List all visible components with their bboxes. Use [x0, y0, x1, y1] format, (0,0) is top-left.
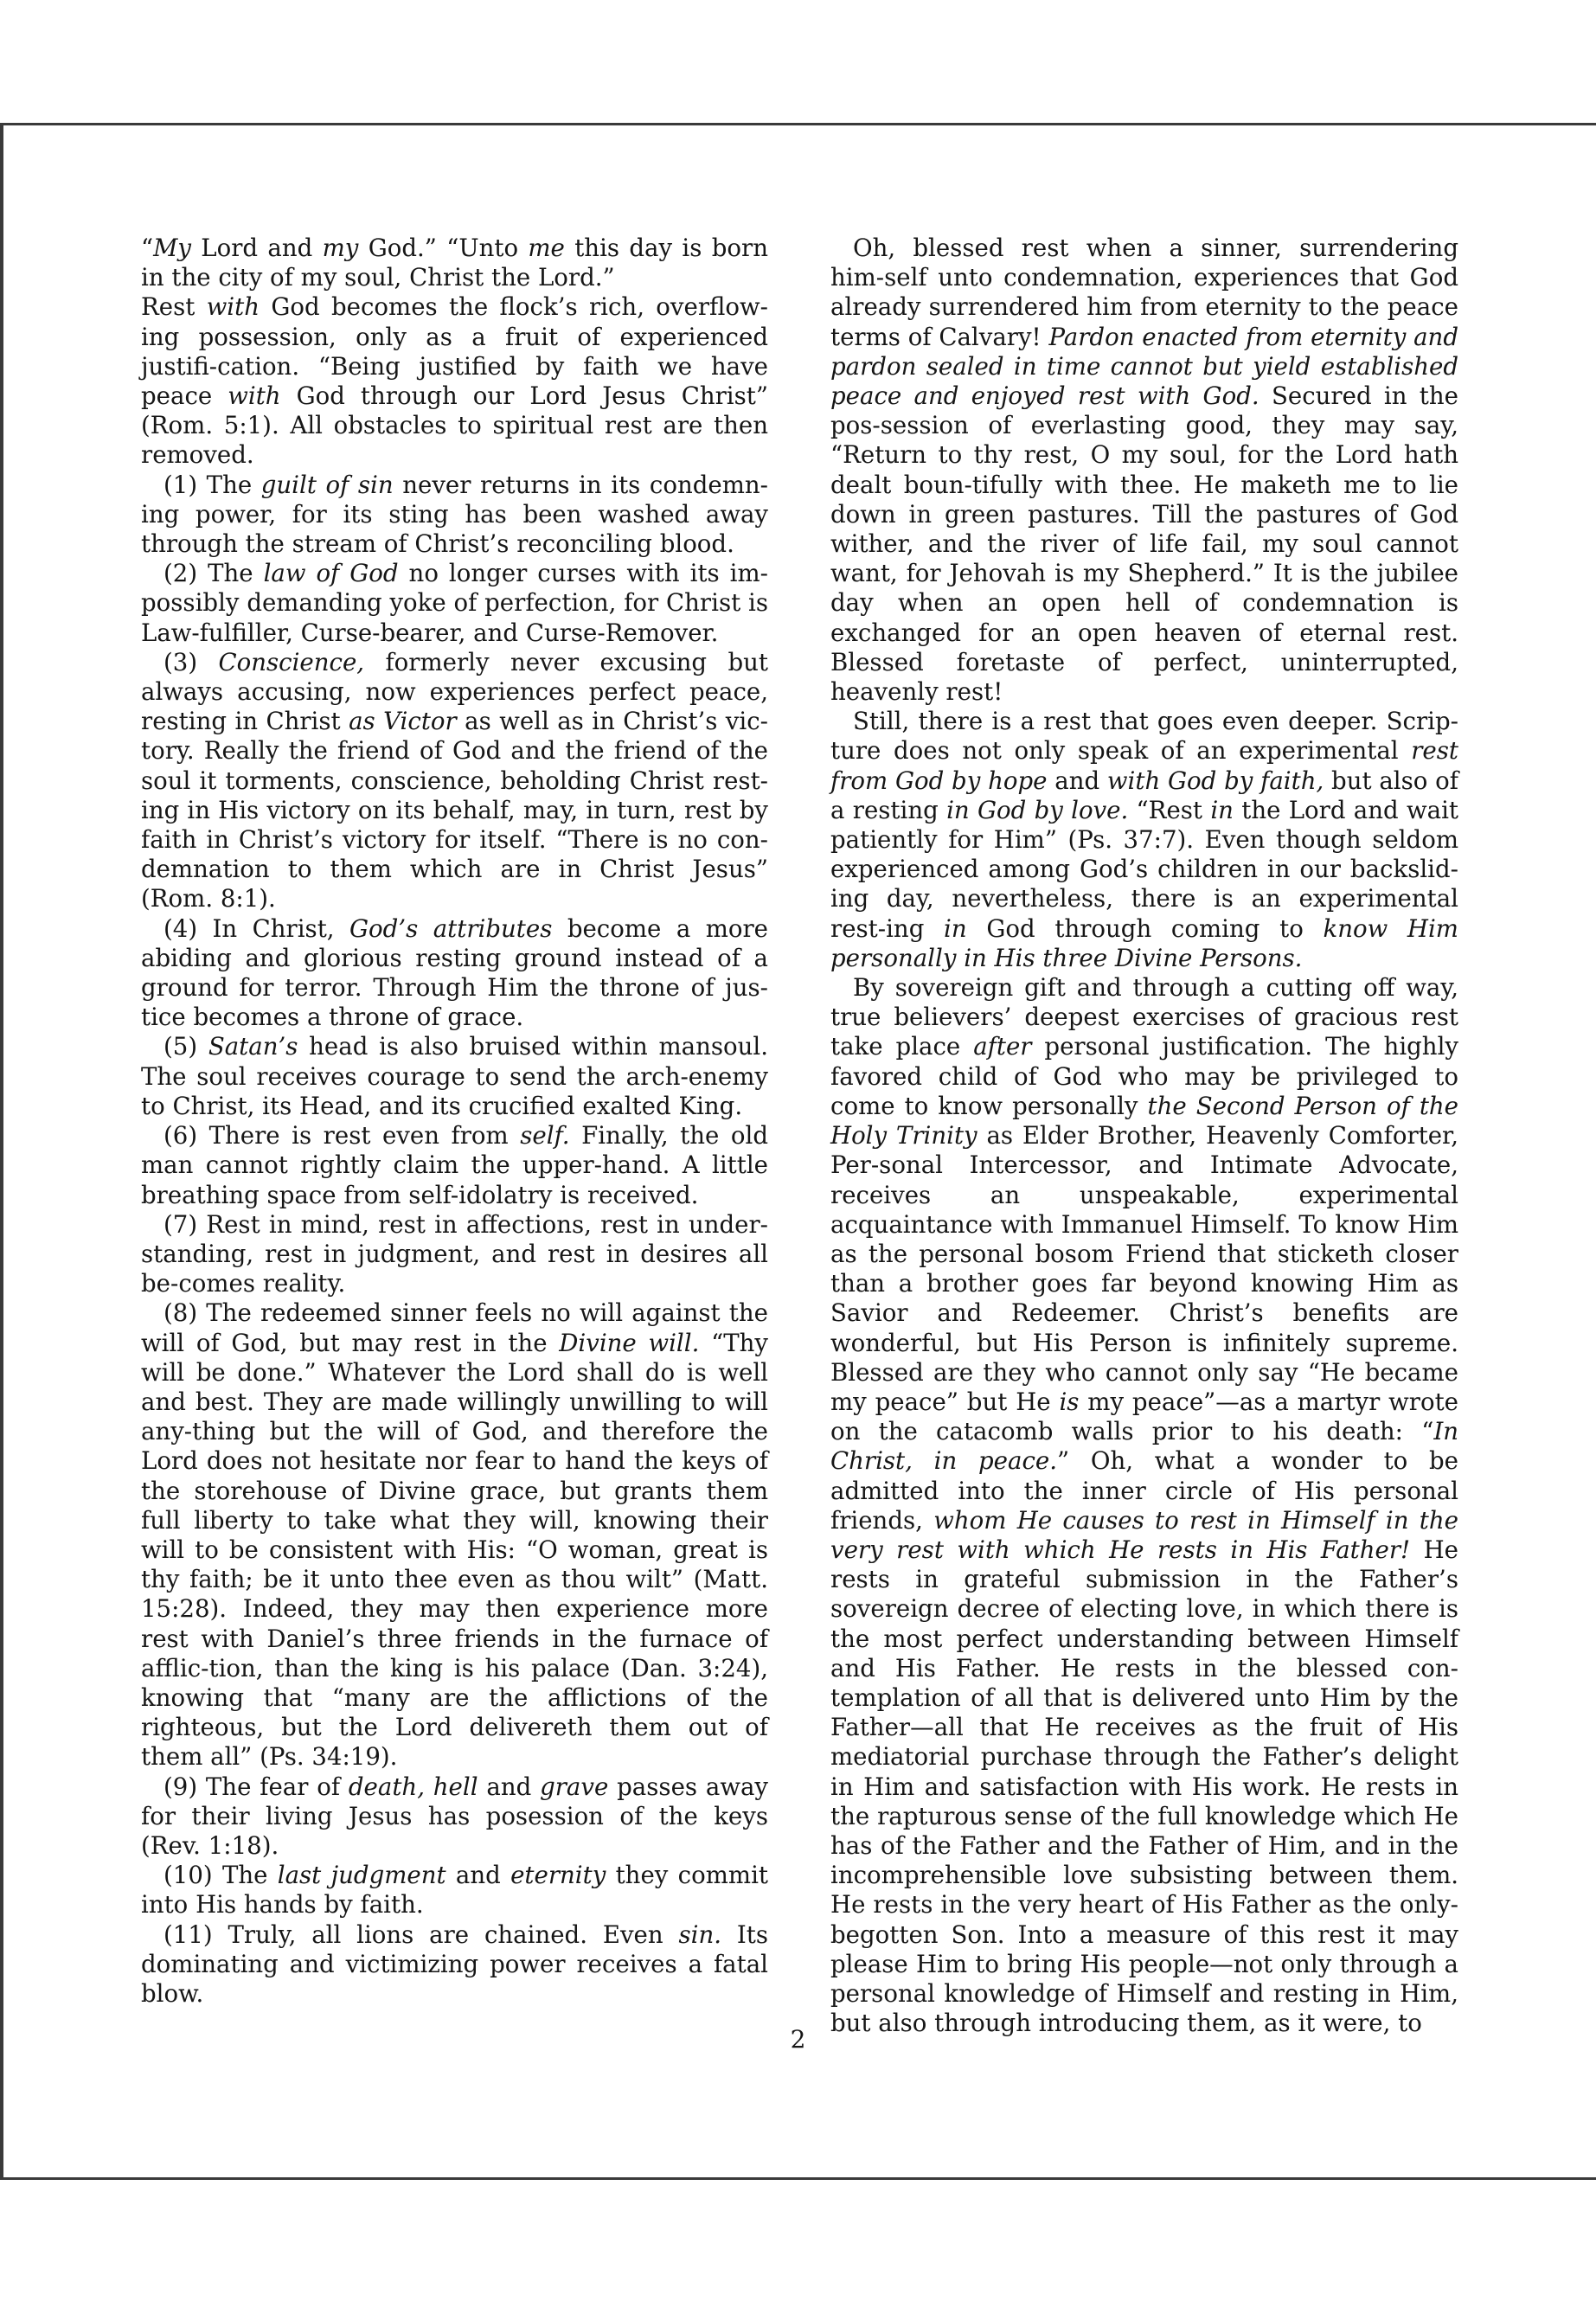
paragraph: (2) The law of God no longer curses with its im-possibly demanding yoke of perfection, for Christ is Law-fulfiller, Curse-bearer, and Curse-Remover.	[141, 559, 769, 647]
paragraph: “My Lord and my God.” “Unto me this day is born in the city of my soul, Christ the Lord.”	[141, 234, 768, 292]
paragraph: (1) The guilt of sin never returns in its condemn-ing power, for its sting has been washed away through the stream of Christ’s reconciling blood.	[141, 470, 768, 559]
paragraph: (7) Rest in mind, rest in affections, rest in under-standing, rest in judgment, and rest in desires all be-comes reality.	[141, 1209, 768, 1298]
paragraph: (11) Truly, all lions are chained. Even sin. Its dominating and victimizing power receives a fatal blow.	[141, 1920, 768, 2008]
paragraph: (8) The redeemed sinner feels no will against the will of God, but may rest in the Divine will. “Thy will be done.” Whatever the Lord shall do is well and best. They are made willingly unwilling to will any-thing but the will of God, and therefore the Lord does not hesitate nor fear to hand the keys of the storehouse of Divine grace, but grants them full liberty to take what they will, knowing their will to be consistent with His: “O woman, great is thy faith; be it unto thee even as thou wilt” (Matt. 15:28). Indeed, they may then experience more rest with Daniel’s three friends in the furnace of afflic-tion, than the king is his palace (Dan. 3:24), knowing that “many are the afflictions of the righteous, but the Lord delivereth them out of them all” (Ps. 34:19).	[141, 1298, 768, 1772]
paragraph: (4) In Christ, God’s attributes become a more abiding and glorious resting ground instead of a ground for terror. Through Him the throne of jus-tice becomes a throne of grace.	[141, 913, 769, 1032]
page-number: 2	[790, 2025, 806, 2054]
paragraph: Still, there is a rest that goes even deeper. Scrip-ture does not only speak of an experimental rest from God by hope and with God by faith, but also of a resting in God by love. “Rest in the Lord and wait patiently for Him” (Ps. 37:7). Even though seldom experienced among God’s children in our backslid-ing day, nevertheless, there is an experimental rest-ing in God through coming to know Him personally in His three Divine Persons.	[830, 707, 1459, 972]
scan-border-top	[0, 123, 1596, 125]
paragraph: By sovereign gift and through a cutting off way, true believers’ deepest exercises of gracious rest take place after personal justification. The highly favored child of God who may be privileged to come to know personally the Second Person of the Holy Trinity as Elder Brother, Heavenly Comforter, Per-sonal Intercessor, and Intimate Advocate, receives an unspeakable, experimental acquaintance with Immanuel Himself. To know Him as the personal bosom Friend that sticketh closer than a brother goes far beyond knowing Him as Savior and Redeemer. Christ’s benefits are wonderful, but His Person is infinitely supreme. Blessed are they who cannot only say “He became my peace” but He is my peace”—as a martyr wrote on the catacomb walls prior to his death: “In Christ, in peace.” Oh, what a wonder to be admitted into the inner circle of His personal friends, whom He causes to rest in Himself in the very rest with which He rests in His Father! He rests in grateful submission in the Father’s sovereign decree of electing love, in which there is the most perfect understanding between Himself and His Father. He rests in the blessed con-templation of all that is delivered unto Him by the Father—all that He receives as the fruit of His mediatorial purchase through the Father’s delight in Him and satisfaction with His work. He rests in the rapturous sense of the full knowledge which He has of the Father and the Father of Him, and in the incomprehensible love subsisting between them. He rests in the very heart of His Father as the only-begotten Son. Into a measure of this rest it may please Him to bring His people—not only through a personal knowledge of Himself and resting in Him, but also through introducing them, as it were, to	[830, 973, 1459, 2038]
paragraph: (5) Satan’s head is also bruised within mansoul. The soul receives courage to send the arch-enemy to Christ, its Head, and its crucified exalted King.	[141, 1032, 769, 1120]
paragraph: (9) The fear of death, hell and grave passes away for their living Jesus has posession of the keys (Rev. 1:18).	[141, 1772, 768, 1860]
paragraph: (10) The last judgment and eternity they commit into His hands by faith.	[141, 1861, 768, 1920]
right-text-column	[830, 234, 1458, 2038]
paragraph: Rest with God becomes the flock’s rich, overflow-ing possession, only as a fruit of experienced justifi-cation. “Being justified by faith we have peace with God through our Lord Jesus Christ” (Rom. 5:1). All obstacles to spiritual rest are then removed.	[141, 292, 768, 470]
paragraph: (3) Conscience, formerly never excusing but always accusing, now experiences perfect peace, resting in Christ as Victor as well as in Christ’s vic-tory. Really the friend of God and the friend of the soul it torments, conscience, beholding Christ rest-ing in His victory on its behalf, may, in turn, rest by faith in Christ’s victory for itself. “There is no con-demnation to them which are in Christ Jesus” (Rom. 8:1).	[141, 647, 769, 913]
left-text-column	[141, 234, 768, 2009]
scan-border-left	[0, 123, 3, 2179]
paragraph: Oh, blessed rest when a sinner, surrendering him-self unto condemnation, experiences that God already surrendered him from eternity to the peace terms of Calvary! Pardon enacted from eternity and pardon sealed in time cannot but yield established peace and enjoyed rest with God. Secured in the pos-session of everlasting good, they may say, “Return to thy rest, O my soul, for the Lord hath dealt boun-tifully with thee. He maketh me to lie down in green pastures. Till the pastures of God wither, and the river of life fail, my soul cannot want, for Jehovah is my Shepherd.” It is the jubilee day when an open hell of condemnation is exchanged for an open heaven of eternal rest. Blessed foretaste of perfect, uninterrupted, heavenly rest!	[830, 234, 1458, 707]
scan-border-bottom	[0, 2177, 1596, 2180]
paragraph: (6) There is rest even from self. Finally, the old man cannot rightly claim the upper-hand. A little breathing space from self-idolatry is received.	[141, 1121, 768, 1209]
